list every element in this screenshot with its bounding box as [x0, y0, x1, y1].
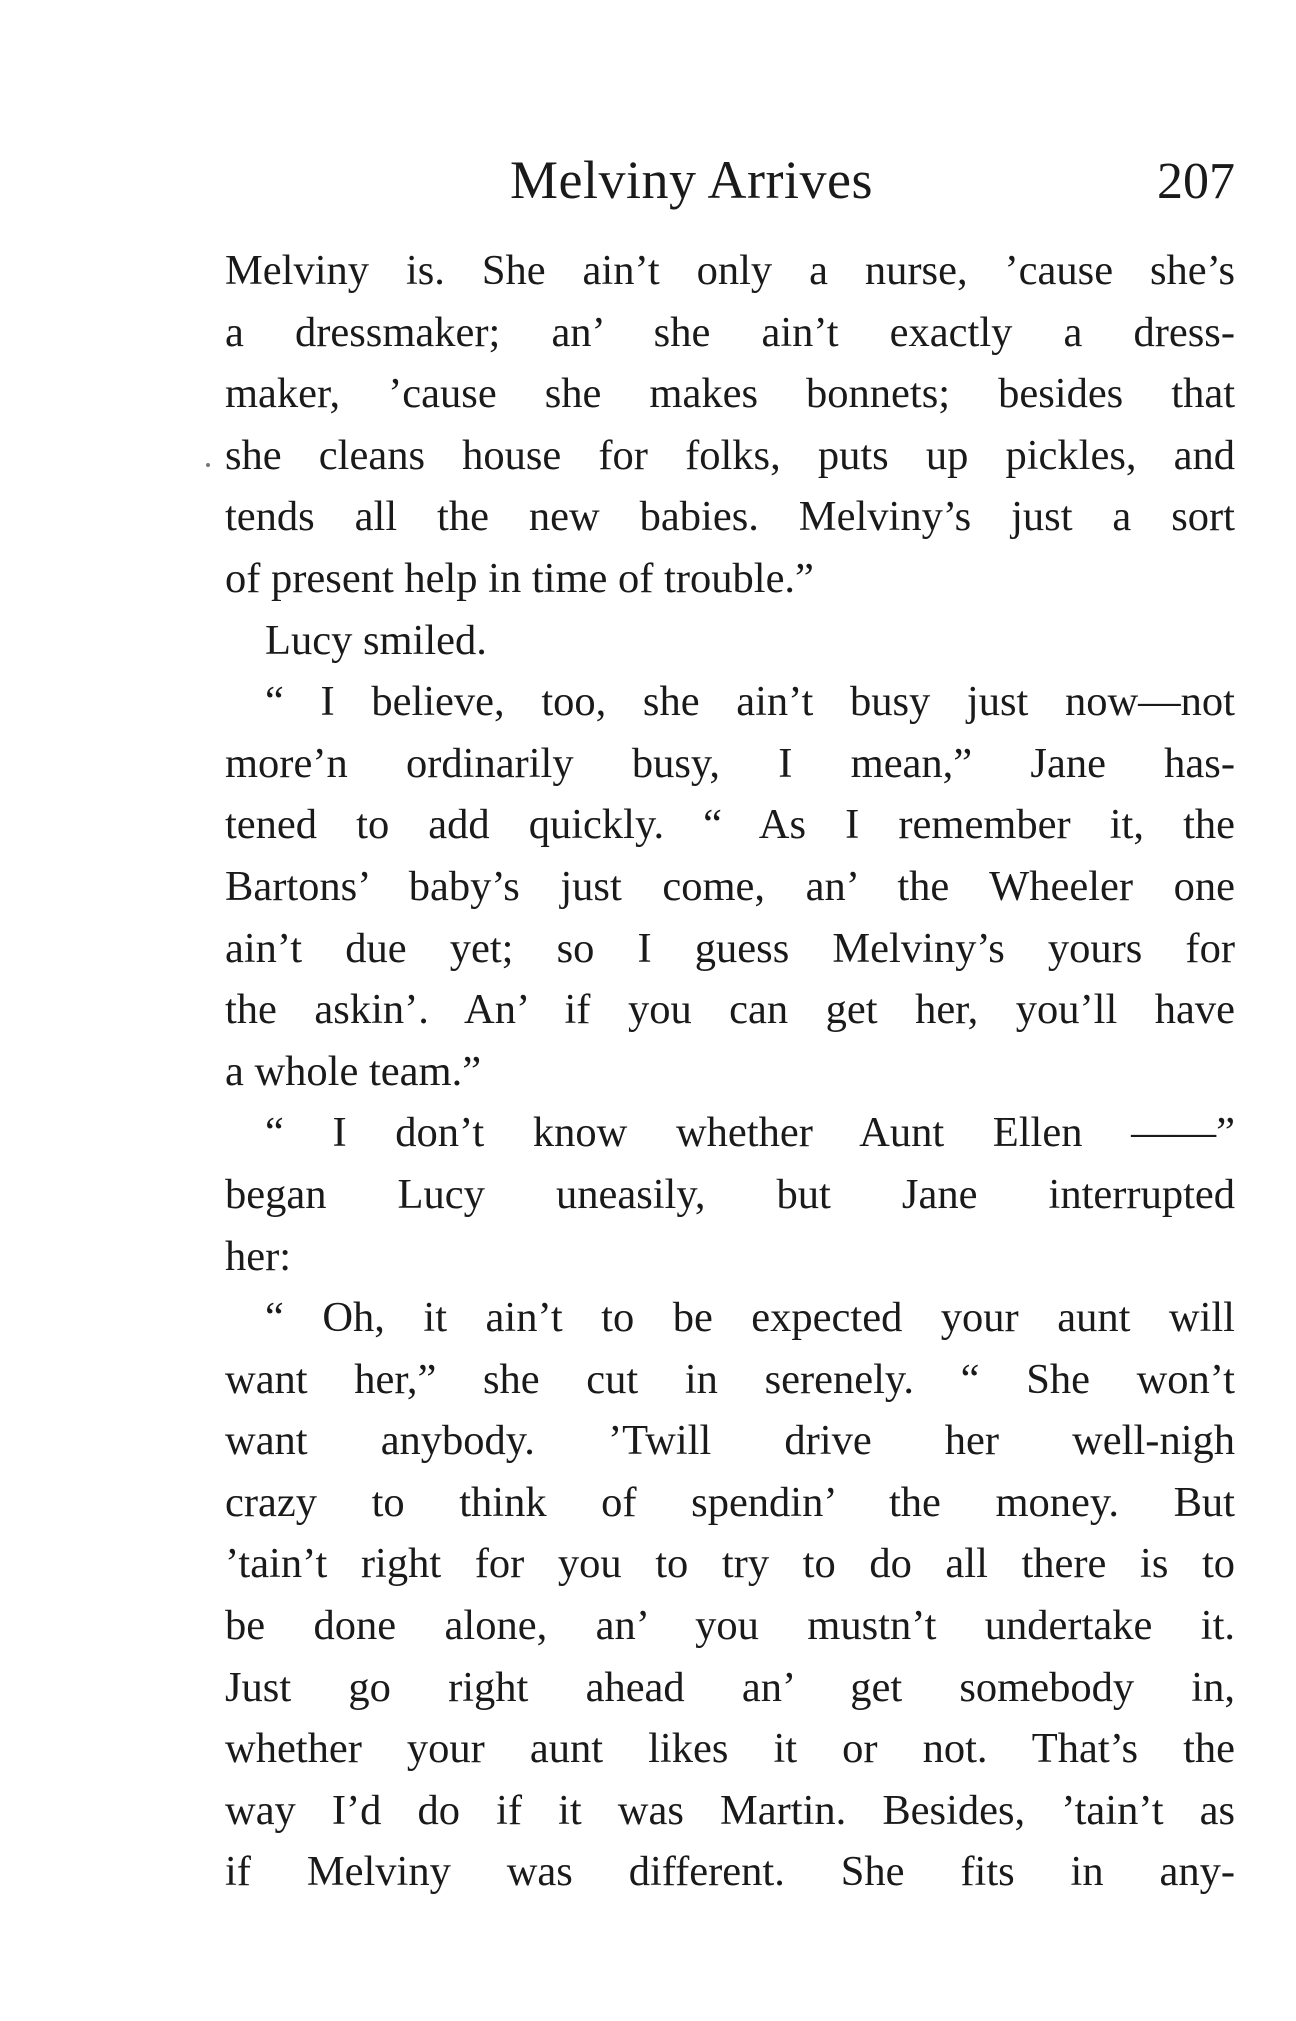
text-line: maker, ’cause she makes bonnets; besides that	[225, 370, 1235, 418]
text-line: be done alone, an’ you mustn’t undertake it.	[225, 1602, 1235, 1650]
text-line: began Lucy uneasily, but Jane interrupted	[225, 1170, 1235, 1218]
text-line: crazy to think of spendin’ the money. But	[225, 1478, 1235, 1526]
page-number: 207	[1157, 153, 1235, 210]
text-line: of present help in time of trouble.”	[225, 554, 814, 602]
text-line: tends all the new babies. Melviny’s just a sort	[225, 493, 1235, 541]
text-line: a dressmaker; an’ she ain’t exactly a dress-	[225, 308, 1235, 356]
text-line: Bartons’ baby’s just come, an’ the Wheeler one	[225, 862, 1235, 910]
text-line: whether your aunt likes it or not. That’s the	[225, 1725, 1235, 1773]
text-line: ain’t due yet; so I guess Melviny’s yours for	[225, 924, 1235, 972]
text-line: Melviny is. She ain’t only a nurse, ’cause she’s	[225, 247, 1235, 294]
text-line: if Melviny was different. She fits in any-	[225, 1848, 1235, 1896]
text-line: “ I don’t know whether Aunt Ellen ——”	[265, 1109, 1235, 1157]
text-line: “ Oh, it ain’t to be expected your aunt will	[265, 1294, 1235, 1342]
text-line: a whole team.”	[225, 1047, 482, 1095]
text-line: Lucy smiled.	[265, 616, 487, 664]
text-line: way I’d do if it was Martin. Besides, ’tain’t as	[225, 1786, 1235, 1834]
running-head	[225, 140, 1235, 220]
body-text	[225, 240, 1235, 1903]
text-line: she cleans house for folks, puts up pickles, and	[225, 431, 1235, 479]
text-line: ’tain’t right for you to try to do all there is to	[225, 1540, 1235, 1588]
text-line: tened to add quickly. “ As I remember it, the	[225, 801, 1235, 849]
text-line: Just go right ahead an’ get somebody in,	[225, 1663, 1235, 1711]
text-line: the askin’. An’ if you can get her, you’ll have	[225, 986, 1235, 1034]
margin-speck	[206, 463, 210, 467]
chapter-title: Melviny Arrives	[510, 150, 873, 210]
text-line: want anybody. ’Twill drive her well-nigh	[225, 1417, 1235, 1465]
text-line: more’n ordinarily busy, I mean,” Jane has-	[225, 739, 1235, 787]
text-line: “ I believe, too, she ain’t busy just now—not	[265, 678, 1235, 726]
text-line: her:	[225, 1232, 292, 1280]
text-line: want her,” she cut in serenely. “ She won’t	[225, 1355, 1235, 1403]
